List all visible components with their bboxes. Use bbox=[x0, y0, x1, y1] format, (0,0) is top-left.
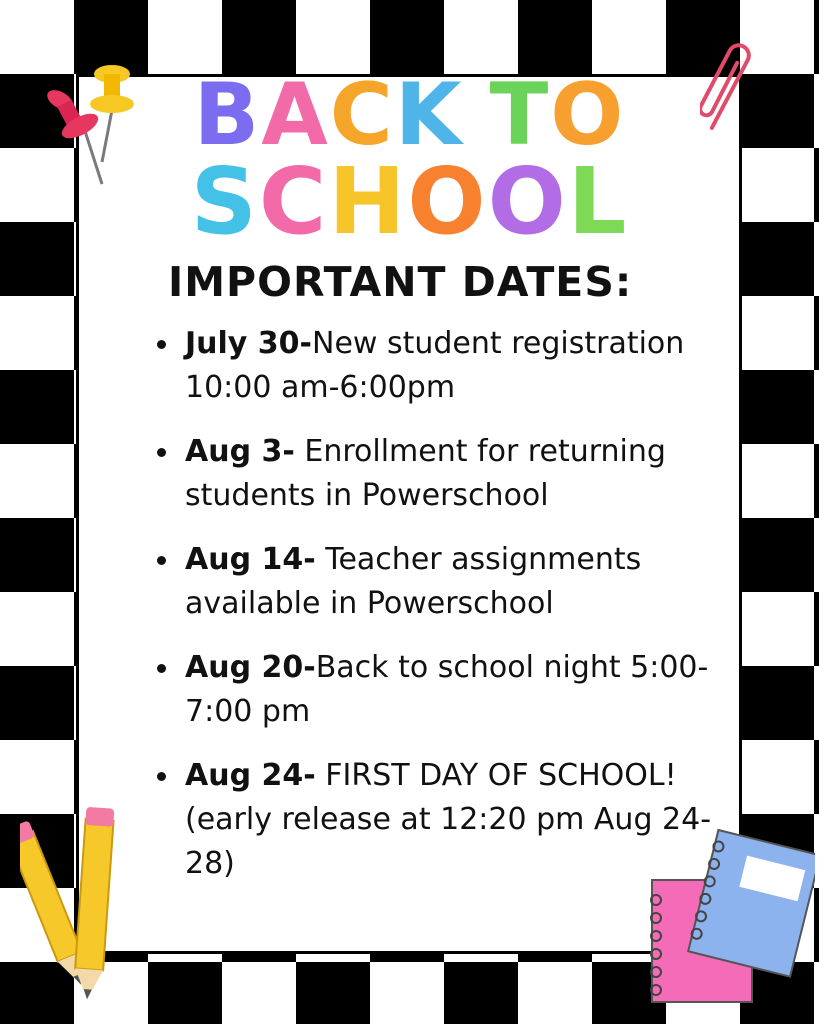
title-letter: O bbox=[487, 148, 568, 255]
date-description: Teacher assignments available in Powerschool bbox=[185, 542, 642, 621]
title-letter: L bbox=[567, 148, 629, 255]
title-letter: A bbox=[261, 65, 330, 165]
list-item bbox=[153, 430, 713, 518]
title-letter: C bbox=[258, 148, 329, 255]
title-letter: H bbox=[328, 148, 408, 255]
date-description: New student registration 10:00 am-6:00pm bbox=[185, 326, 685, 405]
date-description: Back to school night 5:00-7:00 pm bbox=[185, 650, 709, 729]
list-item bbox=[153, 754, 713, 886]
list-item bbox=[153, 322, 713, 410]
date-label: Aug 20- bbox=[185, 650, 316, 685]
date-label: July 30- bbox=[185, 326, 313, 361]
date-label: Aug 3- bbox=[185, 434, 295, 469]
title-letter: O bbox=[407, 148, 488, 255]
title-letter: K bbox=[394, 65, 464, 165]
title-letter: O bbox=[550, 65, 626, 165]
important-dates-heading: IMPORTANT DATES: bbox=[168, 258, 633, 306]
date-label: Aug 14- bbox=[185, 542, 316, 577]
list-item bbox=[153, 646, 713, 734]
list-item bbox=[153, 538, 713, 626]
school-title bbox=[0, 148, 819, 255]
dates-list bbox=[153, 322, 713, 906]
date-description: Enrollment for returning students in Powerschool bbox=[185, 434, 666, 513]
notebook-icon bbox=[640, 820, 815, 1010]
title-letter: S bbox=[190, 148, 259, 255]
date-description: FIRST DAY OF SCHOOL! (early release at 12:20 pm Aug 24-28) bbox=[185, 758, 712, 881]
title-letter: C bbox=[329, 65, 395, 165]
title-letter: T bbox=[489, 65, 551, 165]
title-letter: B bbox=[193, 65, 262, 165]
back-to-title bbox=[0, 65, 819, 165]
pencil-icon bbox=[20, 800, 130, 1010]
date-label: Aug 24- bbox=[185, 758, 316, 793]
